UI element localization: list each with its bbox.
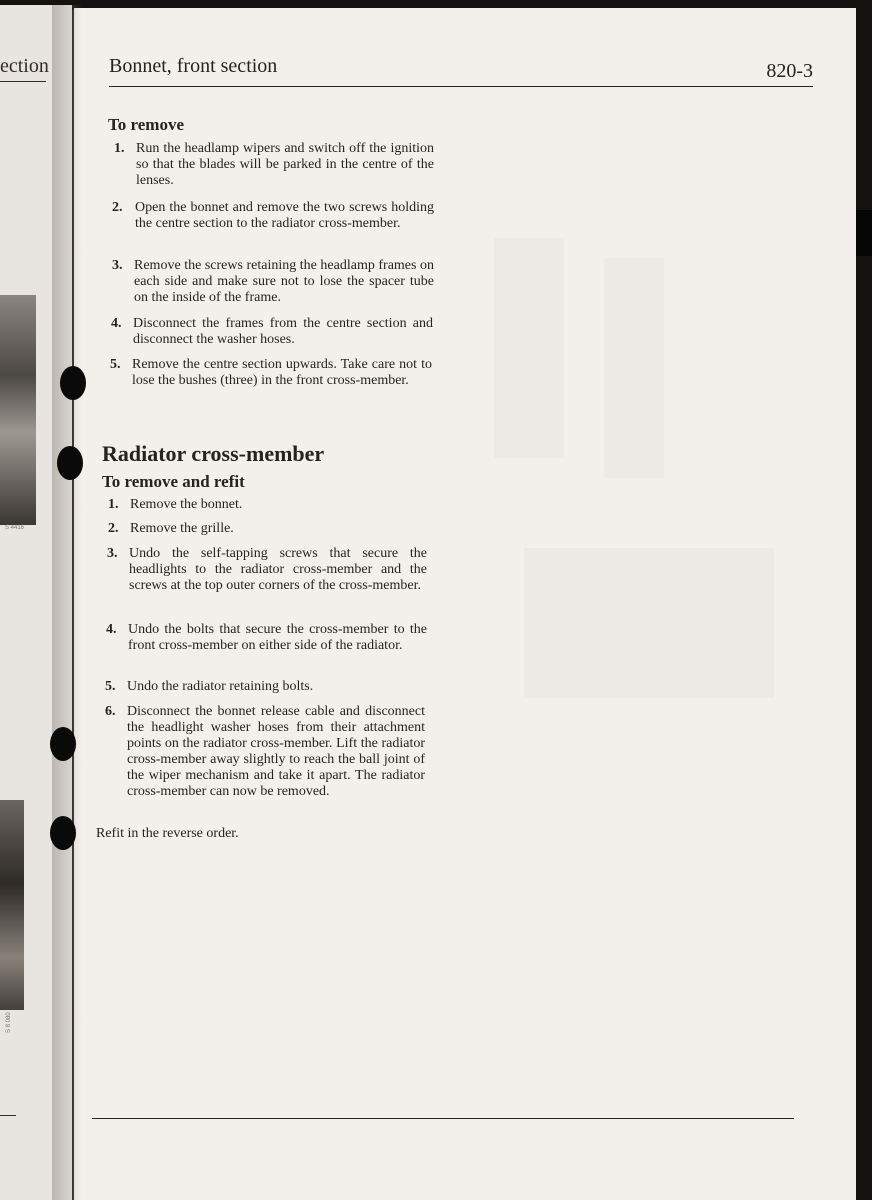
step-text: Undo the bolts that secure the cross-member to the front cross-member on either side of the radiator. (128, 622, 427, 653)
binder-hole (57, 446, 83, 480)
step-number: 5. (105, 679, 116, 694)
previous-page-footer-rule (0, 1115, 16, 1116)
binding-gutter-shadow (52, 5, 82, 1200)
step-text: Undo the radiator retaining bolts. (127, 679, 314, 694)
step-number: 2. (112, 200, 123, 215)
bleed-through-shadow (604, 258, 664, 478)
step-text: Undo the self-tapping screws that secure the headlights to the radiator cross-member and the screws at the top outer corners of the cross-member. (129, 546, 427, 593)
step-number: 5. (110, 357, 121, 372)
previous-page-photo-2 (0, 800, 24, 1010)
bleed-through-shadow (524, 548, 774, 698)
running-head-title: Bonnet, front section (109, 55, 278, 77)
footer-rule (92, 1118, 794, 1119)
step-text: Remove the centre section upwards. Take care not to lose the bushes (three) in the front cross-member. (132, 357, 432, 388)
to-remove-and-refit-heading: To remove and refit (102, 472, 245, 491)
step-text: Run the headlamp wipers and switch off the ignition so that the blades will be parked in the centre of the lenses. (136, 141, 434, 188)
step-number: 1. (114, 141, 125, 156)
binder-hole (50, 816, 76, 850)
previous-page-title: ection (0, 55, 49, 77)
step-number: 4. (106, 622, 117, 637)
step-number: 4. (111, 316, 122, 331)
step-text: Remove the screws retaining the headlamp frames on each side and make sure not to lose the spacer tube on the inside of the frame. (134, 258, 434, 305)
binder-hole (60, 366, 86, 400)
previous-page-photo (0, 295, 36, 525)
step-text: Disconnect the bonnet release cable and disconnect the headlight washer hoses from their attachment points on the radiator cross-member. Lift the radiator cross-member away slightly to reach the ball joint of the wiper mechanism and take it apart. The radiator cross-member can now be removed. (127, 704, 425, 799)
previous-page-header-rule (0, 81, 46, 82)
header-rule (109, 86, 813, 87)
step-text: Open the bonnet and remove the two screws holding the centre section to the radiator cross-member. (135, 200, 434, 231)
page-number: 820-3 (766, 60, 813, 82)
step-number: 6. (105, 704, 116, 719)
bleed-through-shadow (494, 238, 564, 458)
step-number: 3. (107, 546, 118, 561)
step-text: Remove the bonnet. (130, 497, 243, 512)
to-remove-heading: To remove (108, 115, 185, 134)
step-number: 3. (112, 258, 123, 273)
step-number: 1. (108, 497, 119, 512)
step-text: Disconnect the frames from the centre section and disconnect the washer hoses. (133, 316, 433, 347)
right-background-strip (856, 0, 872, 1200)
section-edge-tab (856, 210, 872, 256)
previous-page-photo-code-2: S 8 080 (6, 1012, 12, 1033)
step-text: Remove the grille. (130, 521, 234, 536)
previous-page-photo-code: S 4416 (5, 525, 25, 531)
section-title: Radiator cross-member (102, 441, 325, 466)
binder-hole (50, 727, 76, 761)
refit-note: Refit in the reverse order. (96, 826, 239, 841)
step-number: 2. (108, 521, 119, 536)
